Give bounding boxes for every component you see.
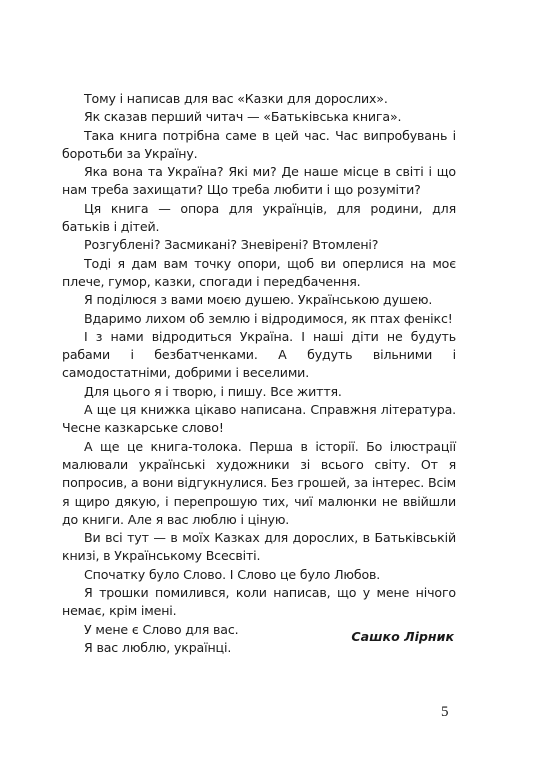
paragraph: Спочатку було Слово. І Слово це було Любов. xyxy=(84,566,381,582)
paragraph: Я поділюся з вами моєю душею. Українською душею. xyxy=(84,292,433,308)
paragraph: Вдаримо лихом об землю і відродимося, як птах фенікс! xyxy=(84,310,453,326)
paragraph: Така книга потрібна саме в цей час. Час випробувань і боротьби за Україну. xyxy=(62,127,456,161)
paragraph: У мене є Слово для вас. xyxy=(84,621,239,637)
paragraph: Як сказав перший читач — «Батьківська книга». xyxy=(84,109,402,125)
paragraph: Тому і написав для вас «Казки для дорослих». xyxy=(84,91,388,106)
paragraph: Ця книга — опора для українців, для родини, для батьків і дітей. xyxy=(62,200,456,235)
paragraph: Я вас люблю, українці. xyxy=(84,639,232,655)
paragraph: Розгублені? Засмикані? Зневірені? Втомлені? xyxy=(84,237,379,253)
author-signature: Сашко Лірник xyxy=(351,629,454,644)
paragraph: І з нами відродиться Україна. І наші діти не будуть рабами і безбатченками. А будуть вільними і самодостатніми, добрими і веселими. xyxy=(62,328,456,381)
paragraph: Тоді я дам вам точку опори, щоб ви оперлися на моє плече, гумор, казки, спогади і передбачення. xyxy=(62,255,456,289)
paragraph: Для цього я і творю, і пишу. Все життя. xyxy=(84,383,342,399)
paragraph: Ви всі тут — в моїх Казках для дорослих, в Батьківській книзі, в Українському Всесвіті. xyxy=(62,530,456,564)
paragraph: А ще це книга-толока. Перша в історії. Бо ілюстрації малювали українські художники зі всього світу. От я попросив, а вони відгукнулися. Без грошей, за інтерес. Всім я щиро дякую, і перепрошую тих, чиї малюнки не ввійшли до книги. Але я вас люблю і ціную. xyxy=(62,438,456,527)
paragraph: Я трошки помилився, коли написав, що у мене нічого немає, крім імені. xyxy=(62,585,456,619)
body-text xyxy=(62,90,456,657)
paragraph: А ще ця книжка цікаво написана. Справжня література. Чесне казкарське слово! xyxy=(62,402,456,436)
page-number: 5 xyxy=(441,704,449,720)
paragraph: Яка вона та Україна? Які ми? Де наше місце в світі і що нам треба захищати? Що треба любити і що розуміти? xyxy=(62,164,456,198)
